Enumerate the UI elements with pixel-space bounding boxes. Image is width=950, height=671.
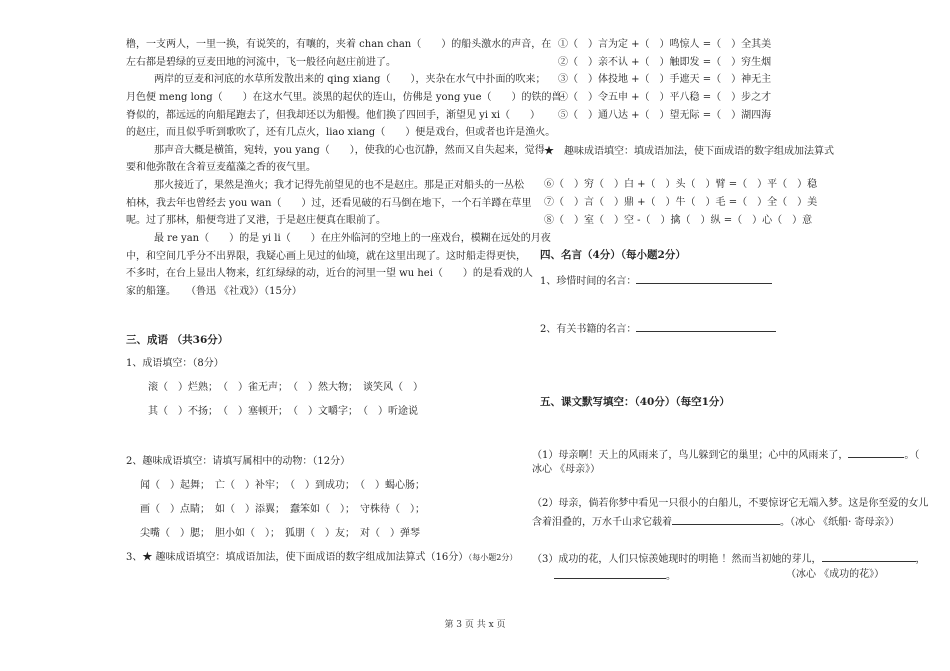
recite-3-blank-2[interactable]: [554, 568, 666, 579]
recite-1-line-1: [532, 447, 919, 463]
star-line-7: ⑦（ ）言（ ）鼎 +（ ）牛（ ）毛 =（ ）全（ ）美: [544, 197, 818, 208]
passage-line-11: 呢。过了那林，船便弯进了叉港，于是赵庄便真在眼前了。: [126, 215, 386, 226]
eq-line-3: ③（ ）体投地 +（ ）手遮天 =（ ）神无主: [558, 74, 772, 85]
q3-title-text: 3、★ 趣味成语填空：填成语加法，使下面成语的数字组成加法算式（16分）: [126, 552, 469, 563]
recite-3-period: 。: [666, 571, 676, 582]
recite-2-line-2: [532, 514, 900, 530]
passage-line-12: 最 re yan（ ）的是 yi li（ ）在庄外临河的空地上的一座戏台，模糊在远处的月夜: [154, 233, 551, 244]
page-footer: 第 3 页 共 x 页: [444, 620, 506, 630]
passage-line-3: 两岸的豆麦和河底的水草所发散出来的 qing xiang（ ），夹杂在水气中扑面的吹来；: [154, 74, 546, 85]
q2-line-1: 闻（ ）起舞； 亡（ ）补牢； （ ）到成功； （ ）蝎心肠；: [140, 480, 425, 491]
passage-line-10: 柏林，我去年也曾经去 you wan（ ）过，还看见破的石马倒在地下，一个石羊蹲在草里: [126, 198, 532, 209]
section3-title: 三、成语 （共36分）: [126, 334, 229, 346]
recite-2-source: 。（冰心 《纸船· 寄母亲》）: [780, 517, 900, 528]
recite-1-end: 。（: [904, 450, 920, 461]
passage-line-7: 那声音大概是横笛，宛转，you yang（ ），使我的心也沉静，然而又自失起来，觉得: [154, 145, 545, 156]
q3-note: （每小题2分）: [468, 553, 518, 562]
q4-1-answer-blank[interactable]: [636, 273, 772, 284]
star-line-8: ⑧（ ）室（ ）空 -（ ）擒（ ）纵 =（ ）心（ ）意: [544, 215, 813, 226]
star-line-6: ⑥（ ）穷（ ）白 +（ ）头（ ）臂 =（ ）平（ ）稳: [544, 179, 818, 190]
q2-title: 2、趣味成语填空：请填写属相中的动物：（12分）: [126, 456, 351, 467]
q1-title: 1、成语填空：（8分）: [126, 358, 224, 369]
recite-3-line-1: [532, 551, 926, 567]
recite-2-text: 含着泪叠的，万水千山求它载着: [532, 517, 672, 528]
q4-1-label: 1、珍惜时间的名言：: [540, 276, 637, 287]
passage-line-6: 的赵庄，而且似乎听到歌吹了，还有几点火，liao xiang（ ）便是戏台，但或者也许是渔火。: [126, 127, 556, 138]
recite-2-blank[interactable]: [672, 514, 780, 525]
passage-line-9: 那火接近了，果然是渔火；我才记得先前望见的也不是赵庄。那是正对船头的一丛松: [154, 180, 524, 191]
q4-2-answer-blank[interactable]: [636, 321, 776, 332]
passage-line-13: 中，和空间几乎分不出界限，我疑心画上见过的仙境，就在这里出现了。这时船走得更快，: [126, 251, 526, 262]
q3-title: [126, 551, 517, 565]
recite-3-blank-1[interactable]: [822, 551, 916, 562]
recite-1-source: 冰心 《母亲》）: [532, 464, 601, 475]
q2-line-2: 画（ ）点睛； 如（ ）添翼； 蠢笨如（ ）； 守株待（ ）；: [140, 504, 425, 515]
q4-1: [540, 273, 772, 289]
q1-line-2: 其（ ）不扬； （ ）塞顿开； （ ）文嚼字； （ ）听途说: [148, 406, 418, 417]
recite-1-blank[interactable]: [848, 447, 904, 458]
passage-line-2: 左右都是碧绿的豆麦田地的河流中，飞一般径向赵庄前进了。: [126, 57, 396, 68]
recite-2-line-1: （2）母亲，倘若你梦中看见一只很小的白船儿，不要惊讶它无端入梦。这是你至爱的女儿: [532, 498, 929, 509]
eq-line-4: ④（ ）令五申 +（ ）平八稳 =（ ）步之才: [558, 92, 772, 103]
star-title: ★ 趣味成语填空：填成语加法，使下面成语的数字组成加法算式: [544, 146, 834, 157]
recite-3-comma: ，: [915, 554, 926, 565]
section4-title: 四、名言（4分）（每小题2分）: [540, 249, 686, 261]
passage-line-1: 橹，一支两人，一里一换，有说笑的，有嚷的，夹着 chan chan（ ）的船头激水的声音，在: [126, 39, 552, 50]
passage-line-14: 不多时，在台上显出人物来，红红绿绿的动，近台的河里一望 wu hei（ ）的是看戏的人: [126, 268, 533, 279]
q4-2: [540, 321, 776, 337]
passage-line-15: 家的船篷。 （鲁迅 《社戏》）（15分）: [126, 286, 302, 297]
recite-3-source: （冰心 《成功的花》）: [786, 569, 885, 580]
passage-line-5: 脊似的，都远远的向船尾跑去了，但我却还以为船慢。他们换了四回手，渐望见 yi xi（ ）: [126, 110, 541, 121]
eq-line-1: ①（ ）言为定 +（ ）鸣惊人 =（ ）全其美: [558, 39, 772, 50]
eq-line-5: ⑤（ ）通八达 +（ ）望无际 =（ ）湖四海: [558, 110, 772, 121]
q1-line-1: 滚（ ）烂熟； （ ）雀无声； （ ）然大物； 谈笑风（ ）: [148, 382, 423, 393]
section5-title: 五、课文默写填空：（40分）（每空1分）: [540, 396, 730, 408]
q4-2-label: 2、有关书籍的名言：: [540, 324, 637, 335]
passage-line-8: 要和他弥散在含着豆麦蕴藻之香的夜气里。: [126, 162, 316, 173]
recite-3-text: （3）成功的花，人们只惊羡她现时的明艳 ！然而当初她的芽儿，: [532, 554, 822, 565]
passage-line-4: 月色便 meng long（ ）在这水气里。淡黑的起伏的连山，仿佛是 yong yue（ ）的铁的兽: [126, 92, 562, 103]
eq-line-2: ②（ ）亲不认 +（ ）触即发 =（ ）穷生烟: [558, 57, 772, 68]
recite-3-line-2: [554, 568, 676, 584]
recite-1-text: （1）母亲啊！天上的风雨来了，鸟儿躲到它的巢里；心中的风雨来了，: [532, 450, 849, 461]
q2-line-3: 尖嘴（ ）腮； 胆小如（ ）； 狐朋（ ）友； 对（ ）弹琴: [140, 528, 420, 539]
